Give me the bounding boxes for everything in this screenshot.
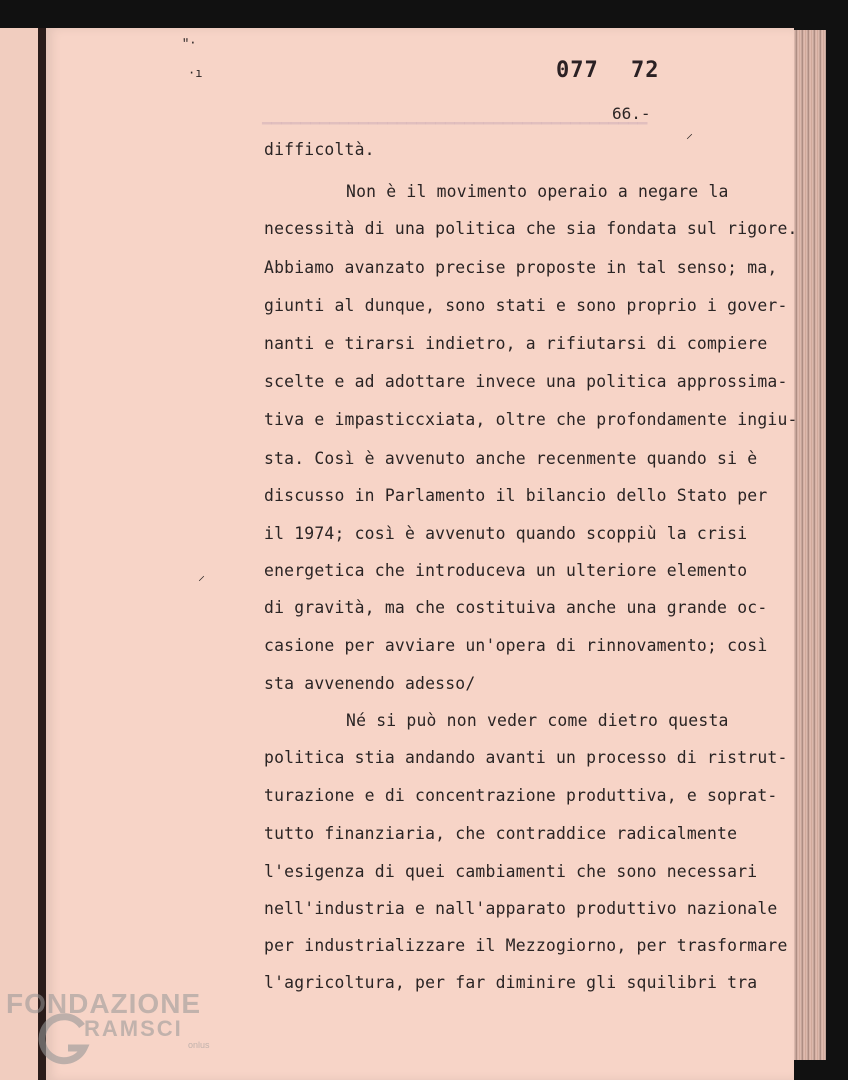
fondazione-gramsci-watermark <box>6 988 236 1068</box>
text-line: Abbiamo avanzato precise proposte in tal senso; ma, <box>264 258 778 277</box>
left-page-edge <box>0 28 40 1080</box>
bleed-through-shadow: ▔▔▔▔▔▔▔▔▔▔▔▔▔▔▔▔▔▔▔▔▔▔▔▔▔▔▔▔▔▔▔▔▔▔▔▔▔▔▔▔ <box>262 122 648 141</box>
text-line: Non è il movimento operaio a negare la <box>346 182 729 201</box>
archive-number-primary: 077 <box>556 58 599 83</box>
text-line: nell'industria e nall'apparato produttivo nazionale <box>264 899 778 918</box>
text-line: l'agricoltura, per far diminire gli squilibri tra <box>264 973 758 992</box>
text-line: l'esigenza di quei cambiamenti che sono necessari <box>264 862 758 881</box>
archive-number <box>556 58 678 83</box>
text-line: nanti e tirarsi indietro, a rifiutarsi di compiere <box>264 334 768 353</box>
text-line: per industrializzare il Mezzogiorno, per trasformare <box>264 936 788 955</box>
stray-ink-mark: ʺ· <box>182 36 197 50</box>
stray-ink-mark: ·ı <box>188 66 203 80</box>
text-line: sta avvenendo adesso/ <box>264 674 476 693</box>
archive-number-secondary: 72 <box>631 58 660 83</box>
text-line: difficoltà. <box>264 140 375 159</box>
stray-ink-mark: ⸝ <box>686 126 693 142</box>
text-line: discusso in Parlamento il bilancio dello Stato per <box>264 486 768 505</box>
page-number: 66.- <box>612 104 651 123</box>
watermark-line-2: RAMSCI <box>84 1016 183 1041</box>
text-line: energetica che introduceva un ulteriore elemento <box>264 561 748 580</box>
text-line: tiva e impasticcxiata, oltre che profondamente ingiu- <box>264 410 798 429</box>
text-line: politica stia andando avanti un processo di ristrut- <box>264 748 788 767</box>
watermark-line-3: onlus <box>188 1040 210 1050</box>
watermark-line-1: FONDAZIONE <box>6 988 202 1019</box>
text-line: di gravità, ma che costituiva anche una grande oc- <box>264 598 768 617</box>
text-line: turazione e di concentrazione produttiva, e soprat- <box>264 786 778 805</box>
book-spine <box>38 28 46 1080</box>
text-line: casione per avviare un'opera di rinnovamento; così <box>264 636 768 655</box>
text-line: Né si può non veder come dietro questa <box>346 711 729 730</box>
stray-ink-mark: ⸝ <box>198 568 205 584</box>
text-line: giunti al dunque, sono stati e sono proprio i gover- <box>264 296 788 315</box>
text-line: scelte e ad adottare invece una politica approssima- <box>264 372 788 391</box>
text-line: il 1974; così è avvenuto quando scoppiù la crisi <box>264 524 748 543</box>
text-line: necessità di una politica che sia fondata sul rigore. <box>264 219 798 238</box>
text-line: tutto finanziaria, che contraddice radicalmente <box>264 824 738 843</box>
text-line: sta. Così è avvenuto anche recenmente quando si è <box>264 449 758 468</box>
